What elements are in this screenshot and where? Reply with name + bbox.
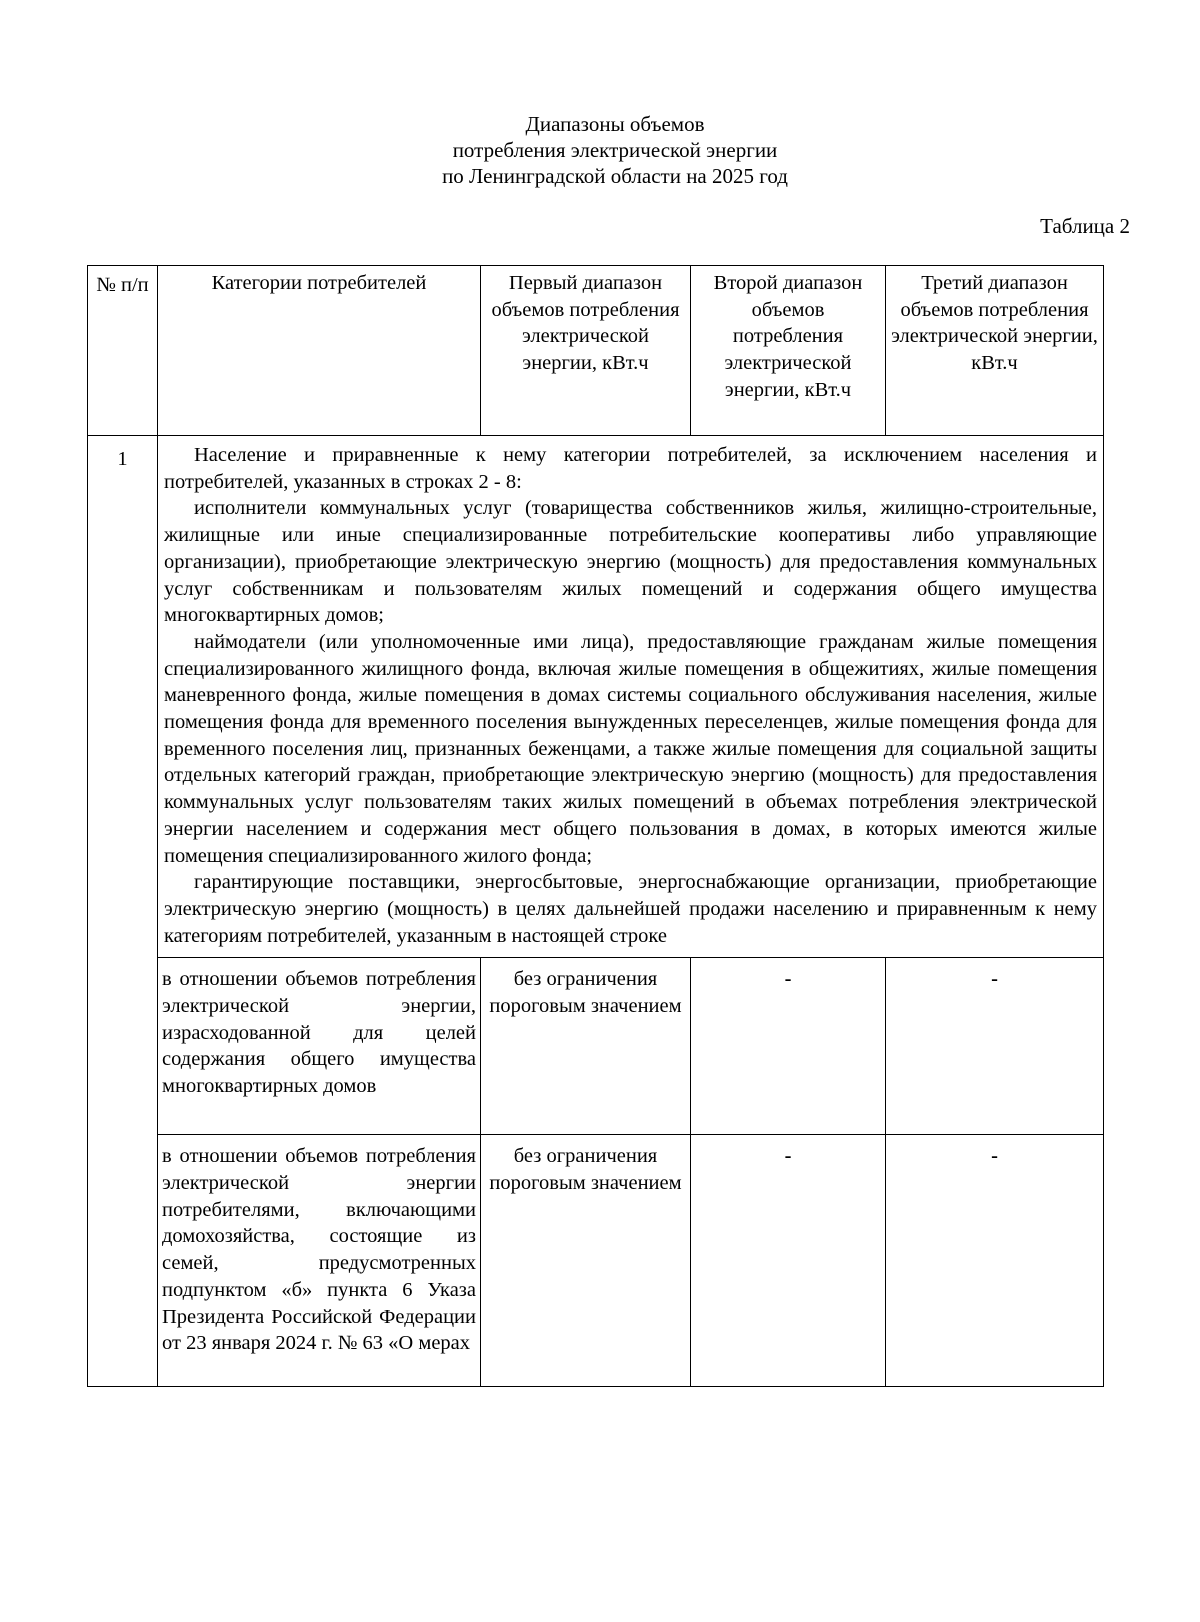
header-consumer-categories: Категории потребителей [158,266,481,436]
row-description [158,436,1104,958]
table-subrow [88,1135,1104,1387]
row-number: 1 [88,436,158,1387]
subrow-category: в отношении объемов потребления электрической энергии потребителями, включающими домохозяйства, состоящие из семей, предусмотренных подпунктом «б» пункта 6 Указа Президента Российской Федерации от 23 января 2024 г. № 63 «О мерах [158,1135,481,1387]
table-number-label: Таблица 2 [1040,214,1130,238]
subrow-first-range: без ограничения пороговым значением [481,958,691,1135]
description-paragraph: Население и приравненные к нему категории потребителей, за исключением населения и потребителей, указанных в строках 2 - 8: [164,444,1097,493]
subrow-third-range: - [886,1135,1104,1387]
title-line-3: по Ленинградской области на 2025 год [442,164,788,188]
title-line-2: потребления электрической энергии [452,138,778,162]
header-first-range: Первый диапазон объемов потребления электрической энергии, кВт.ч [481,266,691,436]
consumption-ranges-table [87,265,1104,1387]
description-paragraph: исполнители коммунальных услуг (товарищества собственников жилья, жилищно-строительные, жилищные или иные специализированные потребительские кооперативы либо управляющие организации), приобретающие электрическую энергию (мощность) для предоставления коммунальных услуг собственникам и пользователям жилых помещений и содержания общего имущества многоквартирных домов; [164,497,1097,627]
subrow-second-range: - [691,1135,886,1387]
subrow-third-range: - [886,958,1104,1135]
title-line-1: Диапазоны объемов [525,112,705,136]
header-second-range: Второй диапазон объемов потребления электрической энергии, кВт.ч [691,266,886,436]
subrow-first-range: без ограничения пороговым значением [481,1135,691,1387]
table-subrow [88,958,1104,1135]
table-row [88,436,1104,958]
subrow-category: в отношении объемов потребления электрической энергии, израсходованной для целей содержания общего имущества многоквартирных домов [158,958,481,1135]
description-paragraph: гарантирующие поставщики, энергосбытовые, энергоснабжающие организации, приобретающие электрическую энергию (мощность) в целях дальнейшей продажи населению и приравненным к нему категориям потребителей, указанным в настоящей строке [164,871,1097,947]
header-number: № п/п [88,266,158,436]
document-title [0,111,1200,189]
table-header-row [88,266,1104,436]
subrow-second-range: - [691,958,886,1135]
header-third-range: Третий диапазон объемов потребления электрической энергии, кВт.ч [886,266,1104,436]
description-paragraph: наймодатели (или уполномоченные ими лица), предоставляющие гражданам жилые помещения специализированного жилищного фонда, включая жилые помещения в общежитиях, жилые помещения маневренного фонда, жилые помещения в домах системы социального обслуживания населения, жилые помещения фонда для временного поселения вынужденных переселенцев, жилые помещения фонда для временного поселения лиц, признанных беженцами, а также жилые помещения для социальной защиты отдельных категорий граждан, приобретающие электрическую энергию (мощность) для предоставления коммунальных услуг пользователям таких жилых помещений в объемах потребления электрической энергии населением и содержания мест общего пользования в домах, в которых имеются жилые помещения специализированного жилого фонда; [164,630,1097,867]
